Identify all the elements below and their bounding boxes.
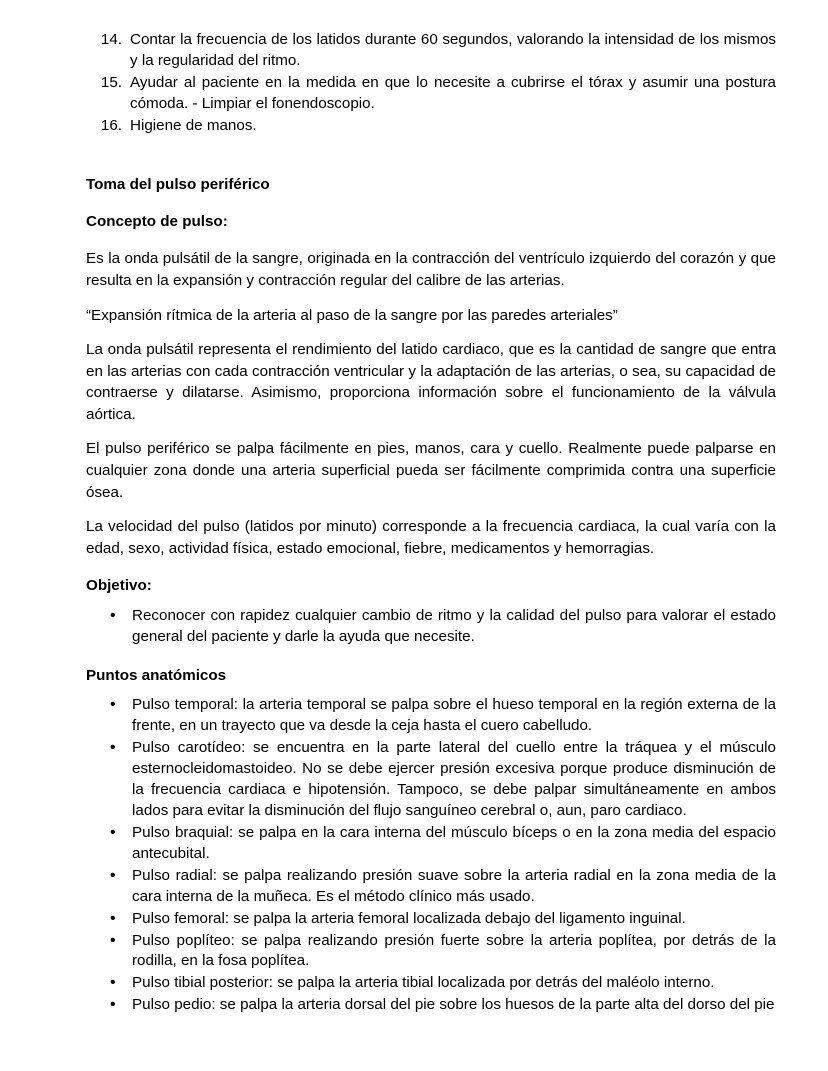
spacer	[86, 503, 776, 516]
list-item	[86, 738, 776, 822]
list-item-number: 15.	[100, 73, 122, 91]
anatomic-points-list	[86, 695, 776, 1017]
paragraph-peripheral-pulse: El pulso periférico se palpa fácilmente en pies, manos, cara y cuello. Realmente puede palparse en cualquier zona donde una arteria superficial pueda ser fácilmente comprimida contra una superficie ósea.	[86, 440, 776, 501]
list-item-text: Pulso temporal: la arteria temporal se palpa sobre el hueso temporal en la región externa de la frente, en un trayecto que va desde la ceja hasta el cuero cabelludo.	[132, 695, 776, 734]
paragraph-definition: Es la onda pulsátil de la sangre, originada en la contracción del ventrículo izquierdo del corazón y que resulta en la expansión y contracción regular del calibre de las arterias.	[86, 250, 776, 289]
list-item-text: Pulso femoral: se palpa la arteria femoral localizada debajo del ligamento inguinal.	[132, 909, 686, 927]
list-item-text: Higiene de manos.	[130, 116, 257, 134]
spacer	[86, 425, 776, 438]
list-item	[86, 973, 776, 994]
spacer	[86, 686, 776, 695]
list-item	[86, 866, 776, 908]
list-item-number: 16.	[100, 116, 122, 134]
paragraph-quote: “Expansión rítmica de la arteria al paso de la sangre por las paredes arteriales”	[86, 306, 618, 324]
spacer	[86, 597, 776, 606]
spacer	[86, 649, 776, 665]
list-item-text: Pulso poplíteo: se palpa realizando presión fuerte sobre la arteria poplítea, por detrás de la rodilla, en la fosa poplítea.	[132, 931, 776, 970]
spacer	[86, 138, 776, 174]
list-item-text: Pulso tibial posterior: se palpa la arteria tibial localizada por detrás del maléolo interno.	[132, 974, 715, 992]
spacer	[86, 559, 776, 575]
list-item	[86, 909, 776, 930]
spacer	[86, 292, 776, 305]
list-item	[86, 995, 776, 1016]
list-item	[86, 695, 776, 737]
numbered-list	[86, 30, 776, 137]
bullet-icon: •	[110, 695, 116, 713]
anatomic-points-heading: Puntos anatómicos	[86, 666, 227, 684]
list-item-number: 14.	[100, 31, 122, 48]
bullet-icon: •	[110, 996, 116, 1014]
paragraph-pulse-wave: La onda pulsátil representa el rendimiento del latido cardiaco, que es la cantidad de sangre que entra en las arterias con cada contracción ventricular y la adaptación de las arterias, o sea, su capacidad de contraerse y dilatarse. Asimismo, proporciona información sobre el funcionamiento de la válvula aórtica.	[86, 341, 776, 423]
objective-list	[86, 606, 776, 648]
bullet-icon: •	[110, 606, 116, 624]
list-item-text: Pulso pedio: se palpa la arteria dorsal del pie sobre los huesos de la parte alta del dorso del pie	[132, 996, 775, 1014]
list-item-text: Reconocer con rapidez cualquier cambio de ritmo y la calidad del pulso para valorar el estado general del paciente y darle la ayuda que necesite.	[132, 606, 776, 645]
bullet-icon: •	[110, 866, 116, 884]
list-item	[86, 30, 776, 72]
objective-heading: Objetivo:	[86, 577, 152, 595]
list-item	[86, 73, 776, 115]
list-item-text: Pulso carotídeo: se encuentra en la parte lateral del cuello entre la tráquea y el músculo esternocleidomastoideo. No se debe ejercer presión excesiva porque produce disminución de la frecuencia cardiaca e hipotensión. Tampoco, se debe palpar simultáneamente en ambos lados para evitar la disminución del flujo sanguíneo cerebral o, aun, paro cardiaco.	[132, 738, 776, 819]
bullet-icon: •	[110, 974, 116, 992]
page-title: Toma del pulso periférico	[86, 175, 270, 193]
list-item-text: Ayudar al paciente en la medida en que lo necesite a cubrirse el tórax y asumir una postura cómoda. - Limpiar el fonendoscopio.	[130, 73, 776, 112]
list-item-text: Contar la frecuencia de los latidos durante 60 segundos, valorando la intensidad de los mismos y la regularidad del ritmo.	[130, 31, 776, 69]
bullet-icon: •	[110, 738, 116, 756]
bullet-icon: •	[110, 909, 116, 927]
concept-heading: Concepto de pulso:	[86, 213, 228, 231]
bullet-icon: •	[110, 823, 116, 841]
paragraph-pulse-speed: La velocidad del pulso (latidos por minuto) corresponde a la frecuencia cardiaca, la cual varía con la edad, sexo, actividad física, estado emocional, fiebre, medicamentos y hemorragias.	[86, 518, 776, 557]
list-item	[86, 823, 776, 865]
list-item	[86, 116, 776, 137]
spacer	[86, 232, 776, 248]
list-item	[86, 931, 776, 973]
list-item-text: Pulso braquial: se palpa en la cara interna del músculo bíceps o en la zona media del espacio antecubital.	[132, 823, 776, 862]
bullet-icon: •	[110, 931, 116, 949]
list-item	[86, 606, 776, 648]
spacer	[86, 326, 776, 339]
spacer	[86, 195, 776, 211]
list-item-text: Pulso radial: se palpa realizando presión suave sobre la arteria radial en la zona media de la cara interna de la muñeca. Es el método clínico más usado.	[132, 866, 776, 905]
